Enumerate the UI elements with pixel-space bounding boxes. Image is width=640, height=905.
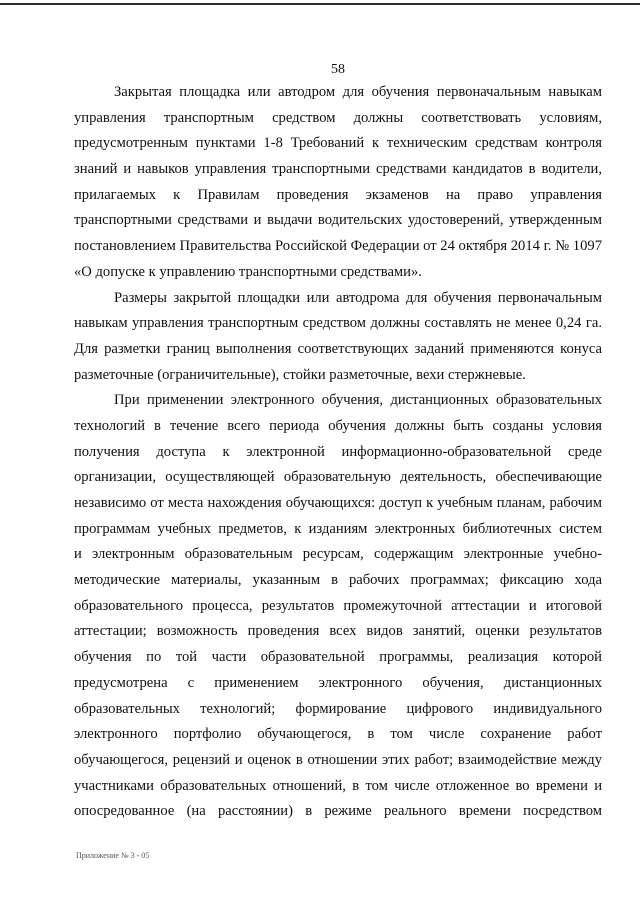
paragraph-2 [74, 286, 602, 389]
text-line: независимо от места нахождения обучающихся: доступ к учебным планам, рабочим [74, 495, 602, 511]
text-line: электронного портфолио обучающегося, в том числе сохранение работ [74, 726, 602, 743]
text-line: управления транспортным средством должны соответствовать условиям, [74, 109, 602, 126]
document-body [74, 80, 602, 825]
text-line: При применении электронного обучения, дистанционных образовательных [114, 392, 602, 409]
text-line: предусмотренным пунктами 1-8 Требований к техническим средствам контроля [74, 135, 602, 152]
top-border-line [0, 3, 640, 5]
text-line: методические материалы, указанным в рабочих программах; фиксацию хода [74, 572, 602, 589]
page-number: 58 [331, 62, 345, 77]
text-line: Закрытая площадка или автодром для обучения первоначальным навыкам [114, 84, 602, 100]
text-line: участниками образовательных отношений, в том числе отложенное во времени и [74, 777, 602, 794]
text-line: и электронным образовательным ресурсам, содержащим электронные учебно- [74, 546, 602, 563]
text-line: организации, осуществляющей образовательную деятельность, обеспечивающие [74, 469, 602, 486]
text-line: аттестации; возможность проведения всех видов занятий, оценки результатов [74, 623, 602, 640]
text-line: прилагаемых к Правилам проведения экзаменов на право управления [74, 186, 602, 203]
text-line: обучающегося, рецензий и оценок в отношении этих работ; взаимодействие между [74, 751, 602, 768]
paragraph-1 [74, 80, 602, 286]
text-line: образовательного процесса, результатов промежуточной аттестации и итоговой [74, 597, 602, 614]
text-line: Для разметки границ выполнения соответствующих заданий применяются конуса [74, 340, 602, 357]
text-line: технологий в течение всего периода обучения должны быть созданы условия [74, 417, 602, 434]
text-line: транспортными средствами и выдачи водительских удостоверений, утвержденным [74, 212, 602, 229]
text-line: знаний и навыков управления транспортными средствами кандидатов в водители, [74, 161, 602, 178]
text-line: опосредованное (на расстоянии) в режиме реального времени посредством [74, 803, 602, 820]
text-line: образовательных технологий; формирование цифрового индивидуального [74, 700, 602, 717]
text-line: постановлением Правительства Российской Федерации от 24 октября 2014 г. № 1097 [74, 238, 602, 255]
text-line: предусмотрена с применением электронного обучения, дистанционных [74, 674, 602, 691]
paragraph-3 [74, 388, 602, 825]
text-line: «О допуске к управлению транспортными средствами». [74, 263, 422, 280]
text-line: Размеры закрытой площадки или автодрома для обучения первоначальным [114, 289, 602, 306]
text-line: навыкам управления транспортным средством должны составлять не менее 0,24 га. [74, 315, 602, 332]
text-line: получения доступа к электронной информационно-образовательной среде [74, 443, 602, 460]
footer-note: Приложение № 3 - 05 [76, 851, 150, 860]
text-line: разметочные (ограничительные), стойки разметочные, вехи стержневые. [74, 366, 526, 383]
text-line: программам учебных предметов, к изданиям электронных библиотечных систем [74, 520, 602, 537]
text-line: обучения по той части образовательной программы, реализация которой [74, 649, 602, 666]
